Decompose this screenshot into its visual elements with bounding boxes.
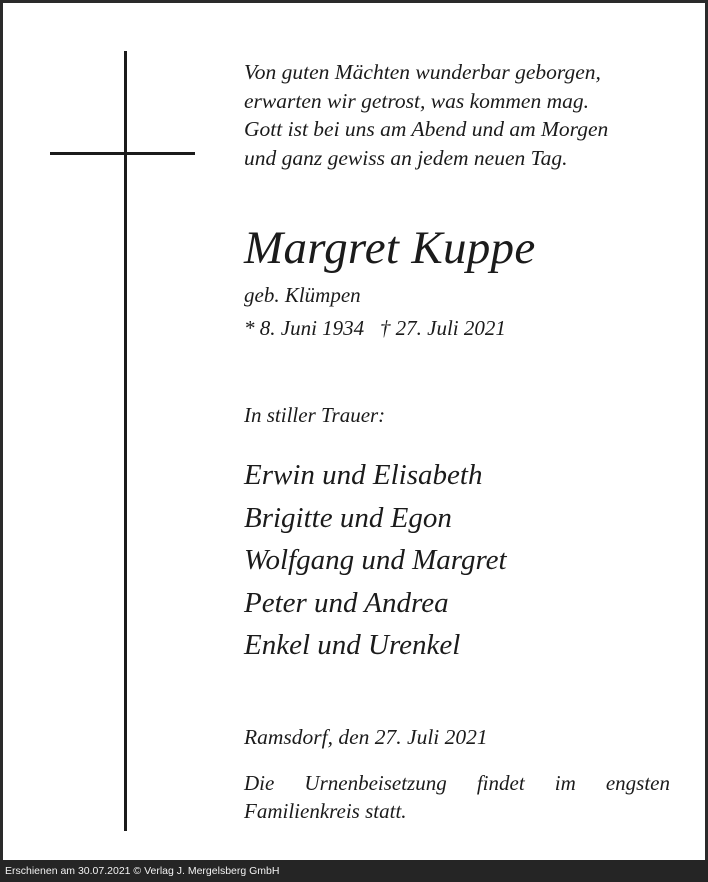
cross-icon-vertical-bar — [124, 51, 127, 831]
poem-verse — [244, 58, 674, 172]
mourner-entry: Enkel und Urenkel — [244, 629, 461, 661]
poem-line: erwarten wir getrost, was kommen mag. — [244, 88, 589, 113]
life-dates: * 8. Juni 1934 † 27. Juli 2021 — [244, 316, 506, 340]
mourner-entry: Wolfgang und Margret — [244, 544, 507, 576]
burial-notice — [244, 769, 670, 825]
place-and-date: Ramsdorf, den 27. Juli 2021 — [244, 725, 488, 749]
poem-line: Von guten Mächten wunderbar geborgen, — [244, 60, 601, 84]
mourners-list — [244, 454, 507, 667]
mourner-entry: Brigitte und Egon — [244, 501, 452, 534]
poem-line: Gott ist bei uns am Abend und am Morgen — [244, 117, 609, 141]
deceased-name: Margret Kuppe — [244, 222, 536, 274]
birth-name: geb. Klümpen — [244, 283, 361, 307]
cross-icon-horizontal-bar — [50, 152, 195, 155]
mourner-entry: Peter und Andrea — [244, 586, 449, 619]
publication-footer: Erschienen am 30.07.2021 © Verlag J. Mergelsberg GmbH — [0, 860, 708, 882]
notice-line: Die Urnenbeisetzung findet im engsten — [244, 771, 670, 795]
mourning-heading: In stiller Trauer: — [244, 403, 386, 427]
mourner-entry: Erwin und Elisabeth — [244, 459, 483, 491]
poem-line: und ganz gewiss an jedem neuen Tag. — [244, 145, 568, 170]
notice-line: Familienkreis statt. — [244, 799, 407, 823]
